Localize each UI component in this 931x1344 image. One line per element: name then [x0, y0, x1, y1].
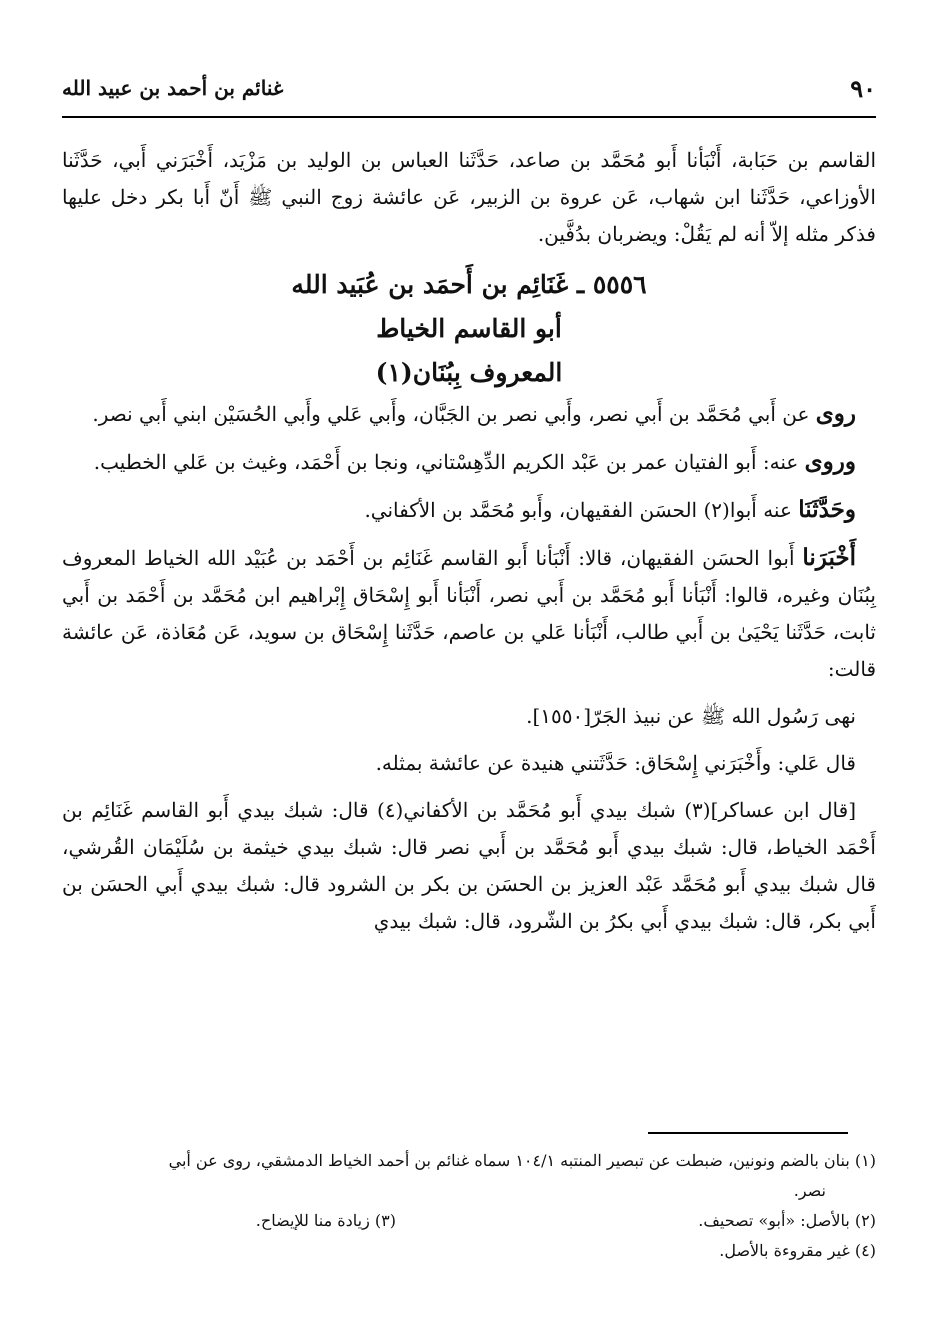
haddathana-text: عنه أَبوا(٢) الحسَن الفقيهان، وأَبو مُحَمَّد بن الأكفاني.: [364, 498, 792, 522]
entry-title: ٥٥٥٦ ـ غَنَائِم بن أَحمَد بن عُبَيد الله: [291, 270, 647, 299]
akhbarana-paragraph: [62, 539, 876, 688]
footnote-rule: [648, 1132, 848, 1134]
rawa-lead: روى: [815, 400, 856, 427]
rawa-anhu-lead: وروى: [804, 448, 856, 475]
haddathana-paragraph: [62, 491, 876, 529]
entry-subtitle: أبو القاسم الخياط: [376, 314, 562, 343]
page-header: [62, 72, 876, 108]
qala-ali-paragraph: قال عَلي: وأَخْبَرَني إِسْحَاق: حَدَّثَتني هنيدة عن عائشة بمثله.: [375, 751, 856, 775]
entry-title-text: غَنَائِم بن أَحمَد بن عُبَيد الله: [291, 270, 569, 299]
running-title: غنائم بن أحمد بن عبيد الله: [62, 76, 284, 100]
footnote-2: (٢) بالأصل: «أبو» تصحيف.: [698, 1211, 876, 1230]
footnotes: [62, 1146, 876, 1266]
header-rule: [62, 116, 876, 118]
footnote-4: (٤) غير مقروءة بالأصل.: [719, 1241, 876, 1260]
haddathana-lead: وحَدَّثَنَا: [798, 496, 856, 523]
footnote-3: (٣) زيادة منا للإيضاح.: [255, 1211, 396, 1230]
entry-known-as: المعروف بِبُنَان(١): [375, 358, 563, 387]
akhbarana-lead: أَخْبَرَنا: [802, 544, 857, 571]
musalsal-paragraph: [قال ابن عساكر](٣) شبك بيدي أَبو مُحَمَّد بن الأكفاني(٤) قال: شبك بيدي أَبو القاسم غَنَائِم بن أَحْمَد الخياط، قال: شبك بيدي أَبو مُحَمَّد بن أَبي نصر قال: شبك بيدي خيثمة بن سُلَيْمَان القُرشي، قال شبك بيدي أَبو مُحَمَّد عَبْد العزيز بن الحسَن بن بكر بن الشرود قال: شبك بيدي أَبي الحسَن بن أَبي بكر، قال: شبك بيدي أَبي بكرُ بن الشّرود، قال: شبك بيدي: [62, 798, 876, 933]
hadith-text: نهى رَسُول الله ﷺ عن نبيذ الجَرّ[١٥٥٠].: [526, 704, 856, 728]
footnote-row-2-3: [62, 1206, 876, 1236]
rawa-text: عن أَبي مُحَمَّد بن أَبي نصر، وأَبي نصر بن الجَبَّان، وأَبي عَلي وأَبي الحُسَيْن ابني أَبي نصر.: [92, 402, 810, 426]
footnote-1-continued: نصر.: [793, 1181, 826, 1200]
main-text: [62, 142, 876, 940]
intro-paragraph: القاسم بن حَبَابة، أَنْبَأنا أَبو مُحَمَّد بن صاعد، حَدَّثَنا العباس بن الوليد بن مَزْيَد، أَخْبَرَني أَبي، حَدَّثَنا الأوزاعي، حَدَّثَنا ابن شهاب، عَن عروة بن الزبير، عَن عائشة زوج النبي ﷺ أَنّ أَبا بكر دخل عليها فذكر مثله إلاّ أنه لم يَقُلْ: ويضربان بدُفَّين.: [62, 148, 876, 246]
rawa-anhu-text: عنه: أَبو الفتيان عمر بن عَبْد الكريم الدِّهِسْتاني، ونجا بن أَحْمَد، وغيث بن عَلي الخطيب.: [93, 450, 799, 474]
akhbarana-text: أَبوا الحسَن الفقيهان، قالا: أَنْبَأنا أَبو القاسم غَنَائِم بن أَحْمَد بن عُبَيْد الله الخياط المعروف بِبُنَان وغيره، قالوا: أَنْبَأنا أَبو مُحَمَّد بن أَبي نصر، أَنْبَأنا أَبو إِسْحَاق إِبْراهيم ابن مُحَمَّد بن أَحْمَد بن أَبي ثابت، حَدَّثَنا يَحْيَىٰ بن أَبي طالب، أَنْبَأنا عَلي بن عاصم، حَدَّثَنا إِسْحَاق بن سويد، عَن مُعَاذة، عَن عائشة قالت:: [62, 546, 876, 681]
rawa-anhu-paragraph: [62, 443, 876, 481]
entry-number: ٥٥٥٦: [592, 270, 647, 299]
rawa-paragraph: [62, 395, 876, 433]
page-number: ٩٠: [850, 74, 876, 103]
footnote-1: (١) بنان بالضم ونونين، ضبطت عن تبصير المنتبه ١٠٤/١ سماه غنائم بن أحمد الخياط الدمشقي، روى عن أبي: [168, 1151, 876, 1170]
